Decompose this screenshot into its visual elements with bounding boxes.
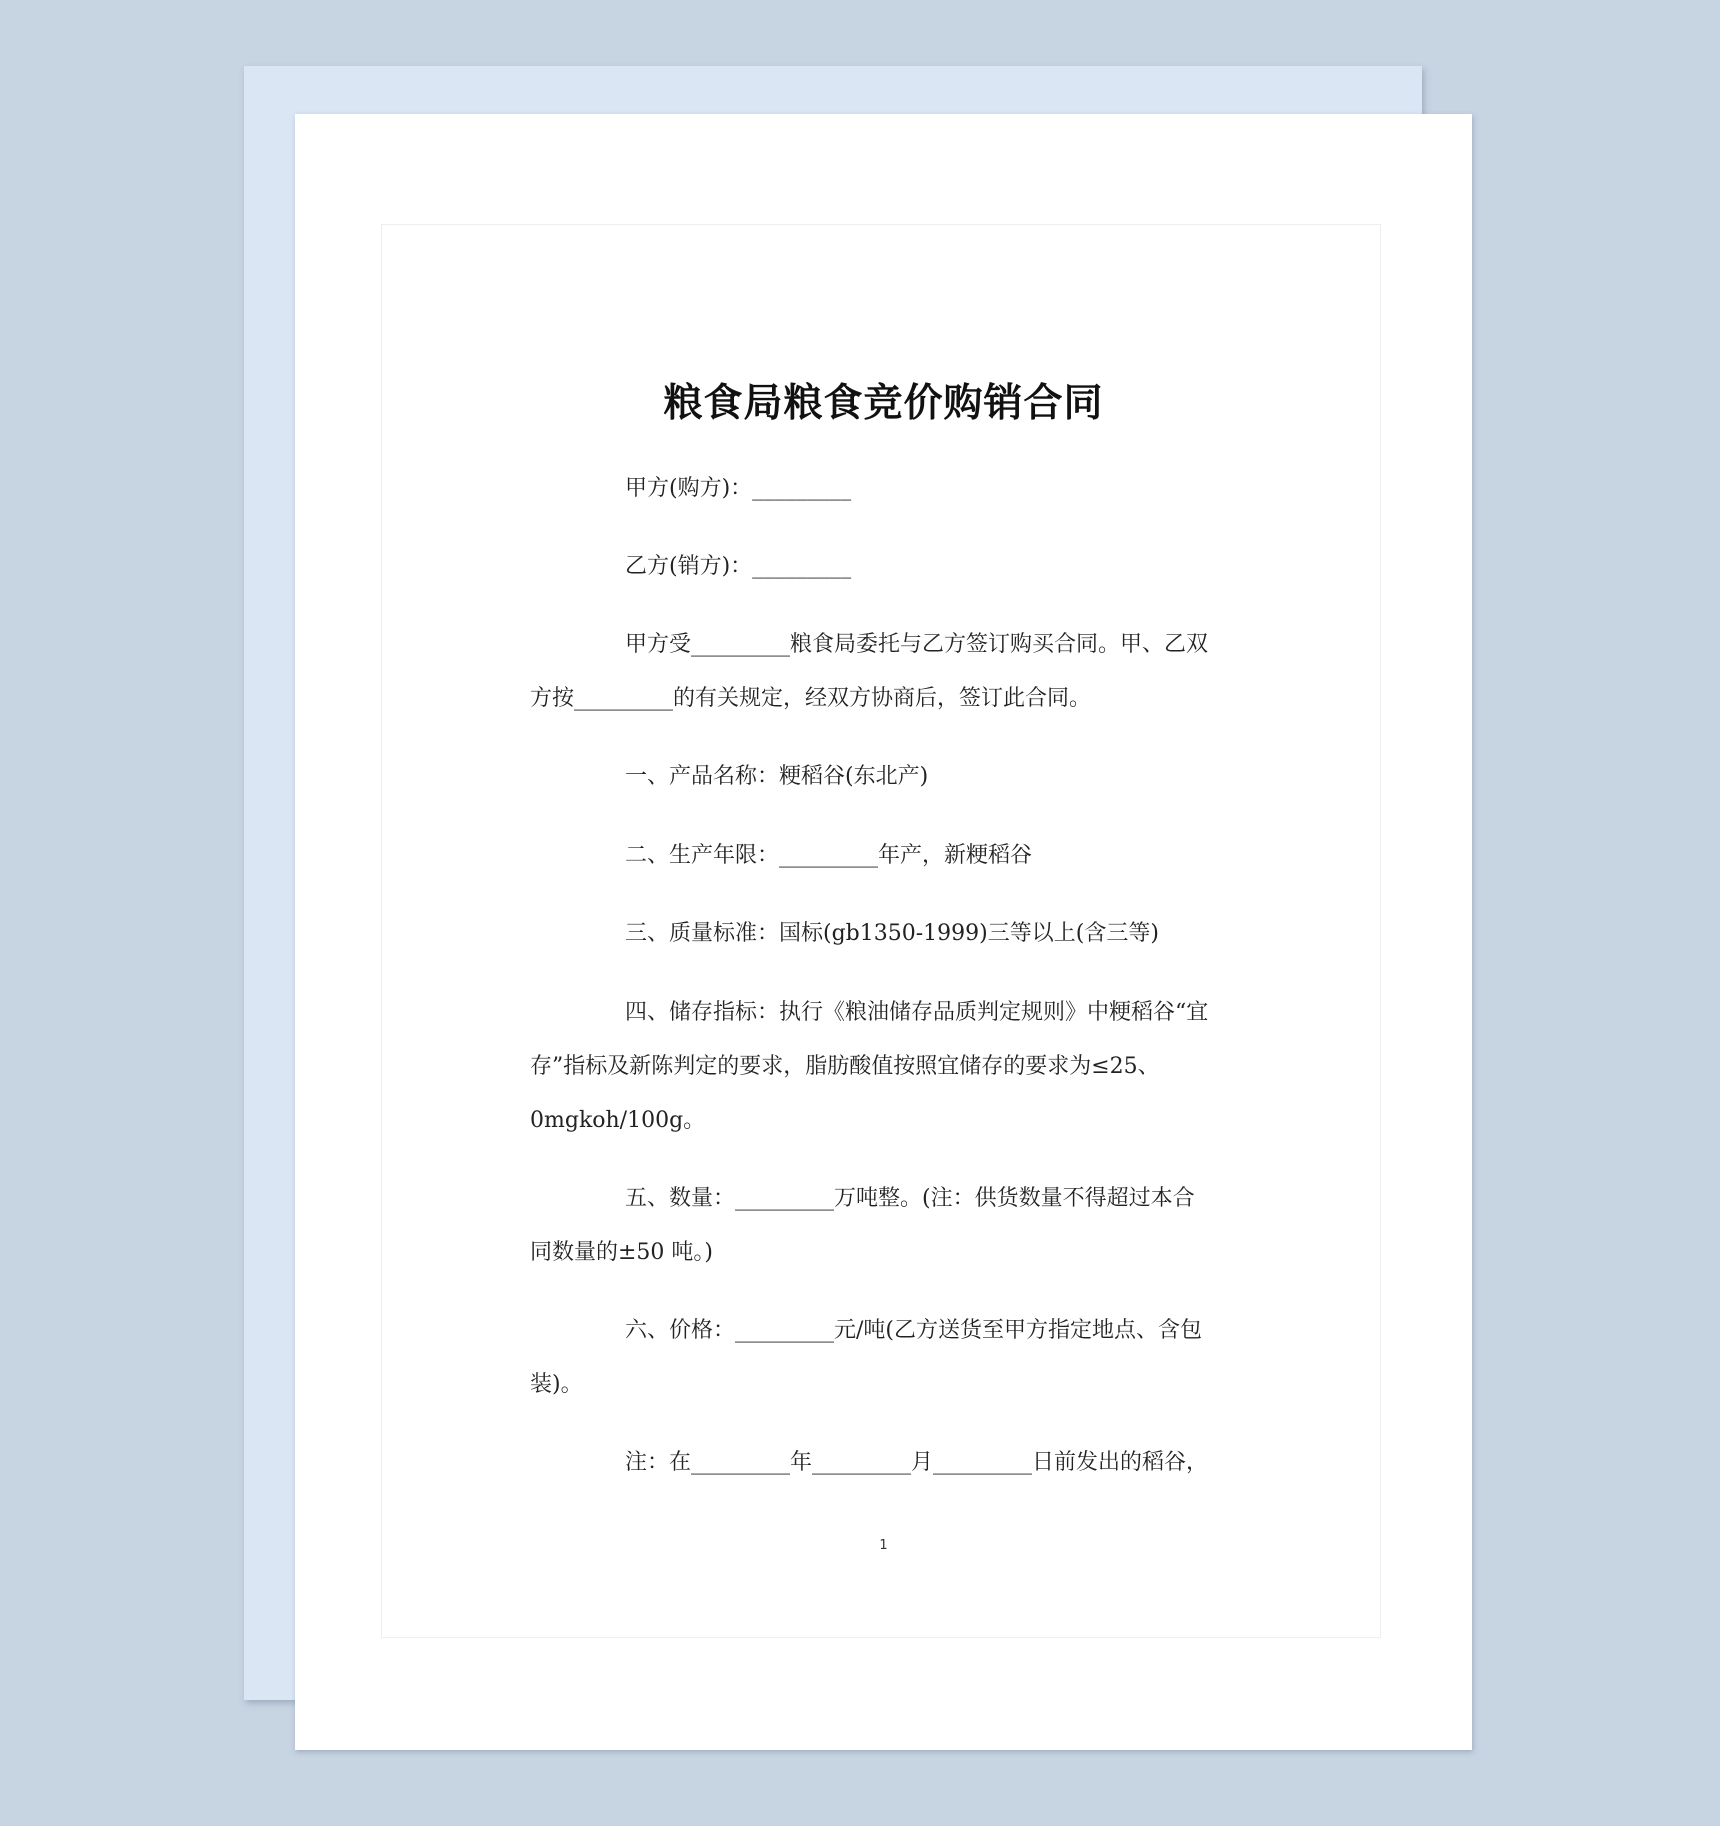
clause-quantity-line-2: 同数量的±50 吨。)	[530, 1240, 714, 1265]
clause-quantity-line-1: 五、数量：_________万吨整。(注：供货数量不得超过本合	[625, 1186, 1195, 1211]
clause-production-year: 二、生产年限：_________年产，新粳稻谷	[625, 843, 1033, 868]
clause-product-name: 一、产品名称：粳稻谷(东北产)	[625, 764, 929, 789]
clause-price-line-2: 装)。	[530, 1372, 583, 1397]
clause-storage-line-2: 存”指标及新陈判定的要求，脂肪酸值按照宜储存的要求为≤25、	[530, 1054, 1160, 1079]
party-a-line: 甲方(购方)：_________	[625, 476, 852, 501]
document-title: 粮食局粮食竞价购销合同	[663, 381, 1104, 426]
clause-price-line-1: 六、价格：_________元/吨(乙方送货至甲方指定地点、含包	[625, 1318, 1202, 1343]
clause-storage-line-3: 0mgkoh/100g。	[530, 1108, 706, 1133]
party-b-line: 乙方(销方)：_________	[625, 554, 852, 579]
clause-quality-standard: 三、质量标准：国标(gb1350-1999)三等以上(含三等)	[625, 921, 1159, 946]
intro-paragraph-line-1: 甲方受_________粮食局委托与乙方签订购买合同。甲、乙双	[625, 632, 1209, 657]
intro-paragraph-line-2: 方按_________的有关规定，经双方协商后，签订此合同。	[530, 686, 1092, 711]
clause-storage-line-1: 四、储存指标：执行《粮油储存品质判定规则》中粳稻谷“宜	[625, 1000, 1209, 1025]
document-page	[295, 114, 1472, 1750]
page-number: 1	[879, 1538, 888, 1553]
note-line: 注：在_________年_________月_________日前发出的稻谷，	[625, 1450, 1209, 1475]
